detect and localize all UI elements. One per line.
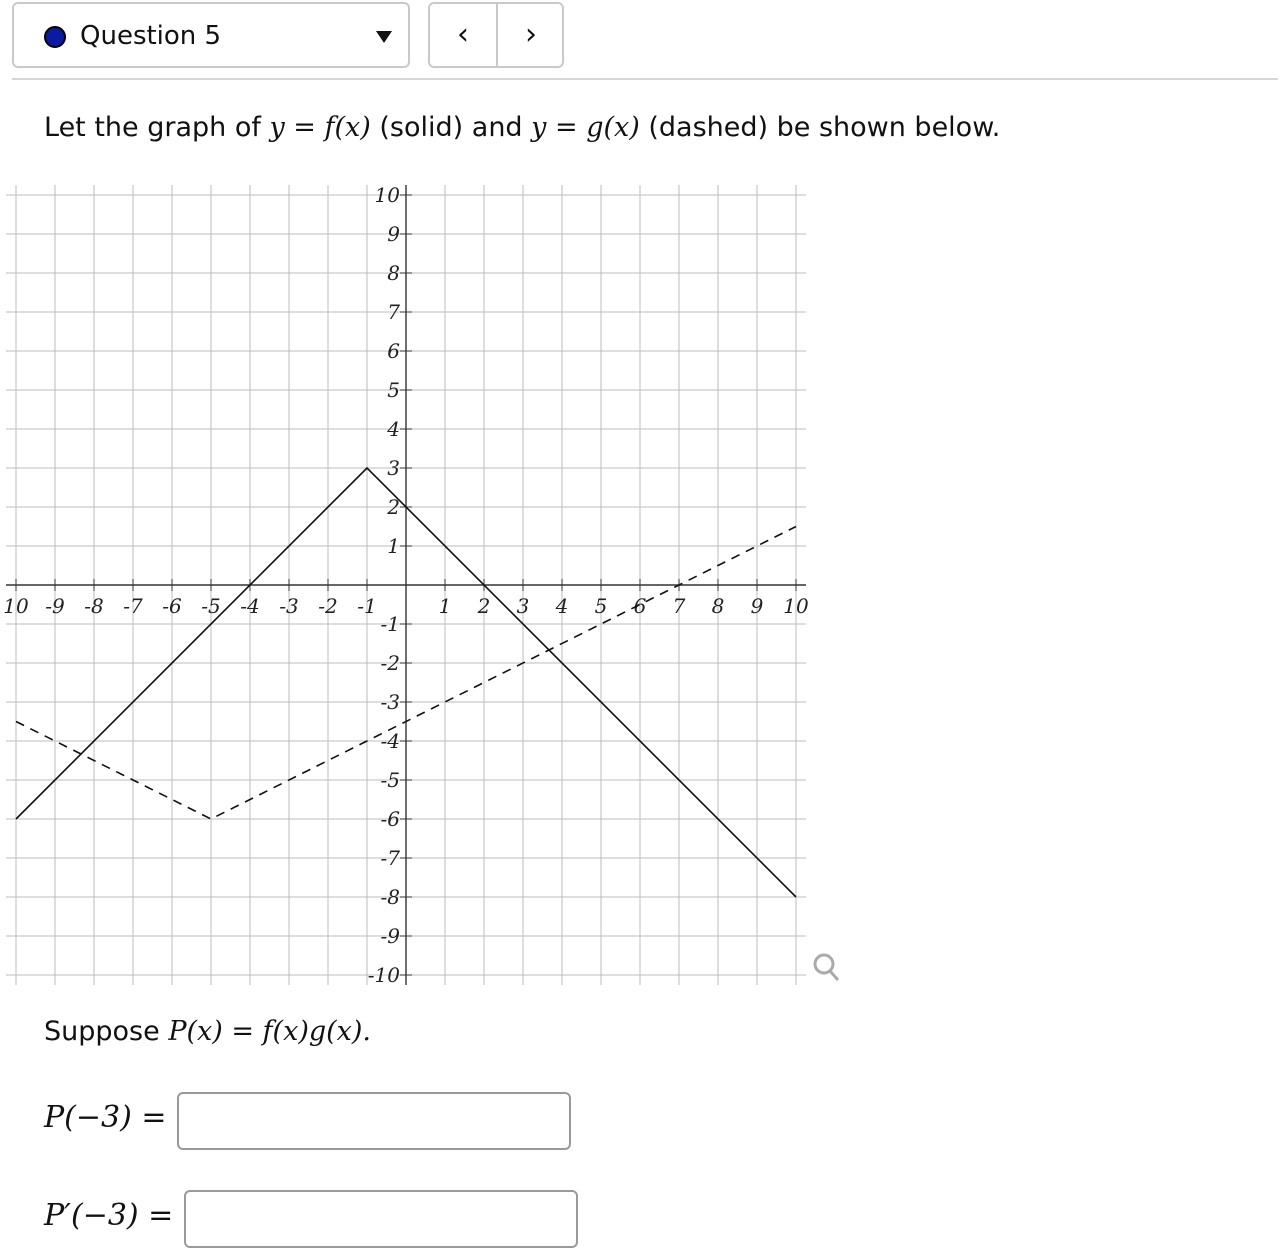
previous-question-button[interactable] <box>430 4 498 66</box>
answer-input-p[interactable] <box>177 1092 571 1150</box>
question-status-dot <box>44 26 66 48</box>
y-tick-label: 8 <box>387 261 400 285</box>
y-tick-label: 5 <box>387 378 400 402</box>
x-tick-label: 4 <box>555 594 569 618</box>
y-tick-label: 10 <box>374 183 400 207</box>
x-tick-label: 3 <box>516 594 530 618</box>
y-tick-label: -8 <box>380 885 400 909</box>
x-tick-label: -1 <box>357 594 377 618</box>
x-tick-label: 8 <box>711 594 725 618</box>
problem-formula: P(x) = f(x)g(x). <box>168 1016 372 1047</box>
magnify-icon[interactable] <box>815 955 838 980</box>
y-tick-label: 4 <box>387 417 400 441</box>
y-tick-label: -6 <box>380 807 400 831</box>
y-tick-label: -10 <box>367 963 400 987</box>
x-tick-label: -4 <box>240 594 260 618</box>
x-tick-label: -2 <box>318 594 338 618</box>
f-equation: y = f(x) <box>269 112 371 143</box>
axes <box>6 185 806 985</box>
x-tick-label: 7 <box>672 594 686 618</box>
chevron-left-icon: ‹ <box>457 17 469 52</box>
x-tick-label: 10 <box>783 594 809 618</box>
y-tick-label: 2 <box>387 495 400 519</box>
answer-label-p: P(−3) = <box>44 1100 167 1135</box>
x-tick-label: -3 <box>279 594 299 618</box>
problem-text: Suppose <box>44 1016 169 1047</box>
question-intro <box>44 112 1000 143</box>
y-tick-label: 6 <box>387 339 400 363</box>
y-tick-label: 9 <box>387 222 400 246</box>
x-tick-label: -8 <box>84 594 104 618</box>
y-tick-label: 1 <box>387 534 400 558</box>
x-tick-label: 1 <box>438 594 452 618</box>
graph <box>3 180 860 988</box>
x-tick-label: 6 <box>633 594 647 618</box>
y-tick-label: -7 <box>380 846 400 870</box>
intro-tail: (dashed) be shown below. <box>639 112 1001 143</box>
y-tick-label: -3 <box>380 690 400 714</box>
answer-input-pprime[interactable] <box>184 1190 578 1248</box>
g-equation: y = g(x) <box>531 112 640 143</box>
intro-lead: Let the graph of <box>44 112 270 143</box>
x-tick-label: -7 <box>123 594 143 618</box>
question-selector[interactable] <box>12 2 410 68</box>
chevron-right-icon: › <box>525 17 537 52</box>
x-tick-label: 2 <box>477 594 491 618</box>
x-tick-label: 5 <box>594 594 608 618</box>
divider <box>12 78 1278 80</box>
x-tick-label: -9 <box>45 594 65 618</box>
x-tick-label: -6 <box>162 594 182 618</box>
y-tick-label: 7 <box>387 300 400 324</box>
x-tick-label: 10 <box>3 594 29 618</box>
y-tick-label: 3 <box>387 456 400 480</box>
y-tick-label: -2 <box>380 651 400 675</box>
x-tick-label: 9 <box>750 594 764 618</box>
y-tick-label: -9 <box>380 924 400 948</box>
dropdown-caret-icon <box>376 31 392 43</box>
y-tick-label: -1 <box>380 612 400 636</box>
question-label: Question 5 <box>80 21 222 51</box>
question-nav <box>428 2 564 68</box>
next-question-button[interactable] <box>498 4 564 66</box>
answer-label-pprime: P′(−3) = <box>44 1198 174 1233</box>
problem-statement <box>44 1016 371 1047</box>
y-tick-label: -4 <box>380 729 400 753</box>
x-tick-label: -5 <box>201 594 221 618</box>
intro-solid: (solid) and <box>370 112 532 143</box>
y-tick-label: -5 <box>380 768 400 792</box>
